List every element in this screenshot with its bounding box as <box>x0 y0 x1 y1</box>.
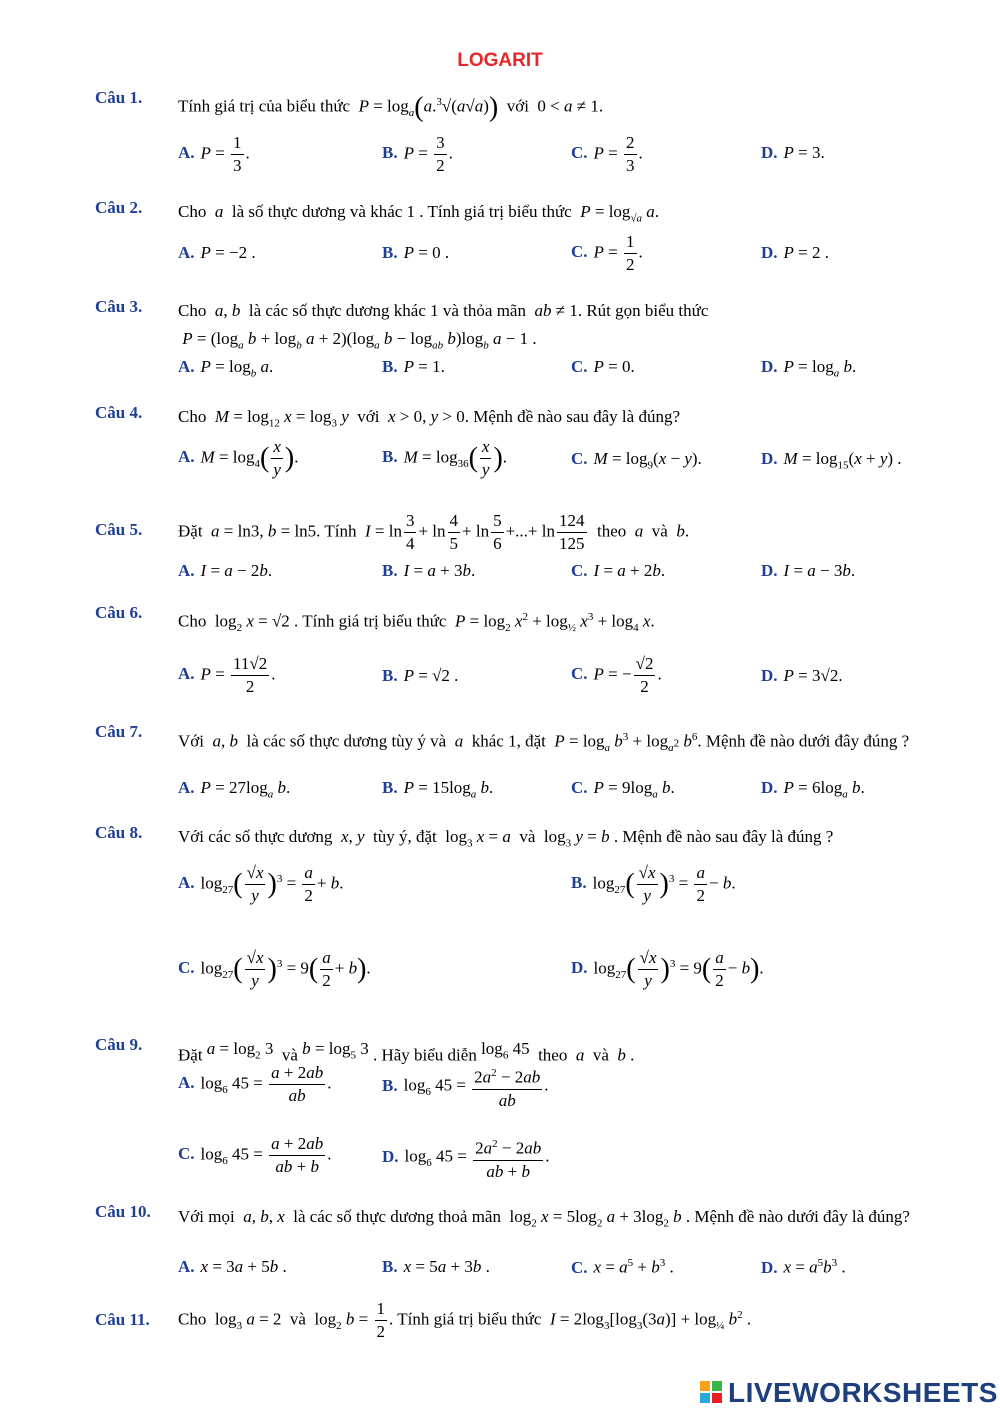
question-label: Câu 6. <box>95 603 143 622</box>
option-c[interactable]: C. $x = a^5 + b^3$ . <box>571 1257 674 1277</box>
option-a[interactable]: A. $P = \log_b a$. <box>178 357 274 380</box>
option-a[interactable]: A. $P = 27\log_a$ b. <box>178 778 291 801</box>
question-text: Cho a, b là các số thực dương khác 1 và thỏa mãn ab ≠ 1. Rút gọn biểu thức $P = (\log_a$ $b + \log_b a + 2)(\log_a$ $b - \log_{ab} b)\log_b$ a − 1 . <box>178 301 709 352</box>
option-a[interactable]: A. P = $\frac{1}{3}$ . <box>178 133 250 175</box>
liveworksheets-brand: LIVEWORKSHEETS <box>728 1377 998 1408</box>
liveworksheets-icon <box>700 1381 722 1403</box>
question-label: Câu 11. <box>95 1310 150 1329</box>
option-c[interactable]: C. $\log_6 45$ = $\frac{a + 2ab}{ab + b}$ . <box>178 1134 332 1176</box>
question-text: Cho $\log_2 x = √2$ . Tính giá trị biểu thức $P = \log_2 x^2 + \log_{\frac{1}{2}} x^3 + \log_4 x$. <box>178 611 655 635</box>
option-d[interactable]: D. $P = \log_a b$. <box>761 357 857 380</box>
option-b[interactable]: B. I = a + 3b. <box>382 561 476 580</box>
question-text: Với a, b là các số thực dương tùy ý và a khác 1, đặt $P = \log_a b^3 + \log_{a^2} b^6$. Mệnh đề nào dưới đây đúng ? <box>178 731 910 755</box>
question-text: Cho $\log_3 a = 2$ và $\log_2 b$ = $\frac{1}{2}$ . Tính giá trị biểu thức $I = 2\log_3[\log_3(3a)] + \log_{\frac{1}{4}} b^2$ . <box>178 1299 752 1341</box>
option-b[interactable]: B. $\log_6 45$ = $\frac{2a^2 - 2ab}{ab}$ . <box>382 1062 549 1112</box>
question-label: Câu 10. <box>95 1202 151 1221</box>
question-text: Đặt a = ln3, b = ln5. Tính I = ln $\frac{3}{4}$ + ln $\frac{4}{5}$ + ln $\frac{5}{6}$ +...+ ln $\frac{124}{125}$ theo a và b. <box>178 511 690 553</box>
option-a[interactable]: A. P = $\frac{11√2}{2}$ . <box>178 654 276 696</box>
question-text: Đặt $^{a = log_2 3}$ và $^{b = log_5 3}$ . Hãy biểu diễn $^{log_6 45}$ theo a và b . <box>178 1039 635 1065</box>
option-a[interactable]: A. P = −2 . <box>178 243 256 262</box>
option-a[interactable]: A. $M = \log_4$( $\frac{x}{y}$ ). <box>178 437 299 479</box>
question-label: Câu 4. <box>95 403 143 422</box>
question-text: Cho $M = \log_{12} x = \log_3 y$ với x > 0, y > 0. Mệnh đề nào sau đây là đúng? <box>178 407 681 430</box>
question-text: Cho a là số thực dương và khác 1 . Tính giá trị biểu thức $P = \log_{√a} a$. <box>178 202 659 225</box>
question-label: Câu 3. <box>95 297 143 316</box>
option-b[interactable]: B. x = 5a + 3b . <box>382 1257 490 1276</box>
option-d[interactable]: D. $\log_6 45$ = $\frac{2a^2 - 2ab}{ab + b}$ . <box>382 1133 549 1183</box>
option-d[interactable]: D. $x = a^5b^3$ . <box>761 1257 846 1277</box>
option-b[interactable]: B. P = √2 . <box>382 666 459 685</box>
option-a[interactable]: A. x = 3a + 5b . <box>178 1257 287 1276</box>
question-label: Câu 2. <box>95 198 143 217</box>
option-c[interactable]: C. $P = 9\log_a$ b. <box>571 778 675 801</box>
question-label: Câu 5. <box>95 520 143 539</box>
option-c[interactable]: C. P = $\frac{2}{3}$ . <box>571 133 643 175</box>
option-a[interactable]: A. $\log_6 45$ = $\frac{a + 2ab}{ab}$ . <box>178 1063 332 1105</box>
option-b[interactable]: B. $P = 15\log_a$ b. <box>382 778 494 801</box>
option-b[interactable]: B. P = 1. <box>382 357 445 376</box>
option-c[interactable]: C. P = 0. <box>571 357 635 376</box>
option-d[interactable]: D. I = a − 3b. <box>761 561 856 580</box>
option-d[interactable]: D. $M = \log_{15}(x + y)$ . <box>761 449 902 472</box>
option-d[interactable]: D. P = 3√2. <box>761 666 843 685</box>
option-a[interactable]: A. I = a − 2b. <box>178 561 273 580</box>
option-b[interactable]: B. P = 0 . <box>382 243 450 262</box>
option-b[interactable]: B. $\log_{27}$( $\frac{√x}{y}$ )$^3$ = $\frac{a}{2}$ − b. <box>571 863 736 905</box>
option-d[interactable]: D. $P = 6\log_a$ b. <box>761 778 865 801</box>
question-text: Tính giá trị của biểu thức $P = \log_a(a.^3√(a√a))$ với 0 < a ≠ 1. <box>178 91 604 123</box>
question-text: Với các số thực dương x, y tùy ý, đặt $\log_3 x = a$ và $\log_3 y = b$ . Mệnh đề nào sau đây là đúng ? <box>178 827 834 850</box>
question-text: Với mọi a, b, x là các số thực dương thoả mãn $\log_2 x = 5\log_2$ $a + 3\log_2$ b . Mệnh đề nào dưới đây là đúng? <box>178 1207 910 1230</box>
option-c[interactable]: C. $M = \log_9(x - y)$. <box>571 449 702 472</box>
option-c[interactable]: C. P = − $\frac{√2}{2}$ . <box>571 654 662 696</box>
page-title: LOGARIT <box>457 50 543 71</box>
option-c[interactable]: C. I = a + 2b. <box>571 561 666 580</box>
question-label: Câu 1. <box>95 88 143 107</box>
option-b[interactable]: B. $M = \log_{36}$( $\frac{x}{y}$ ). <box>382 437 508 479</box>
option-a[interactable]: A. $\log_{27}$( $\frac{√x}{y}$ )$^3$ = $\frac{a}{2}$ + b. <box>178 863 344 905</box>
liveworksheets-logo <box>700 1377 998 1409</box>
option-c[interactable]: C. $\log_{27}$( $\frac{√x}{y}$ )$^3$ = 9( $\frac{a}{2}$ + b). <box>178 948 371 990</box>
option-d[interactable]: D. $\log_{27}$( $\frac{√x}{y}$ )$^3$ = 9( $\frac{a}{2}$ − b). <box>571 948 764 990</box>
option-d[interactable]: D. P = 2 . <box>761 243 830 262</box>
question-label: Câu 9. <box>95 1035 143 1054</box>
option-d[interactable]: D. P = 3. <box>761 143 825 162</box>
question-label: Câu 8. <box>95 823 143 842</box>
option-c[interactable]: C. P = $\frac{1}{2}$ . <box>571 232 643 274</box>
option-b[interactable]: B. P = $\frac{3}{2}$ . <box>382 133 453 175</box>
question-label: Câu 7. <box>95 722 143 741</box>
